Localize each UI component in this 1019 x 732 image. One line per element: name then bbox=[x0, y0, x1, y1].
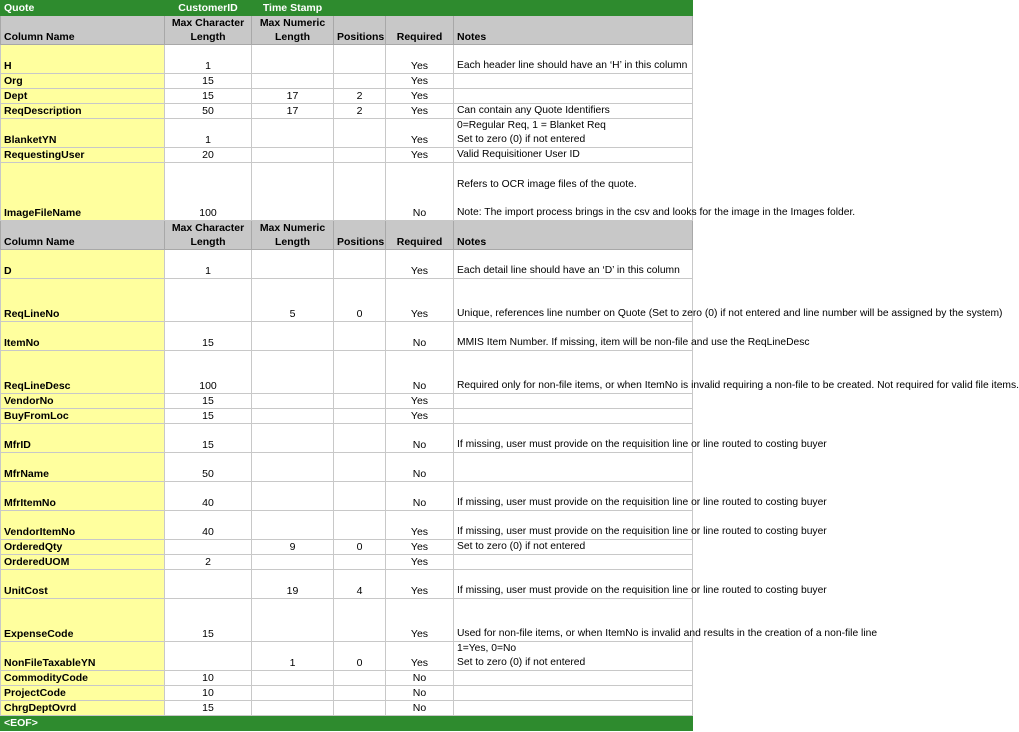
field-name[interactable]: NonFileTaxableYN bbox=[1, 642, 165, 671]
required-flag[interactable]: No bbox=[386, 453, 454, 482]
required-flag[interactable]: Yes bbox=[386, 104, 454, 119]
field-row bbox=[1, 599, 693, 642]
field-row bbox=[1, 511, 693, 540]
field-name[interactable]: MfrID bbox=[1, 424, 165, 453]
notes-cell[interactable]: Each header line should have an ‘H’ in this column bbox=[454, 45, 693, 74]
positions[interactable] bbox=[334, 409, 386, 424]
required-flag[interactable]: Yes bbox=[386, 599, 454, 642]
top-cell-customerid[interactable]: CustomerID bbox=[165, 1, 252, 16]
notes-cell[interactable]: Required only for non-file items, or when ItemNo is invalid requiring a non-file to be created. Not required for valid file items. bbox=[454, 351, 693, 394]
max-character-length[interactable]: 15 bbox=[165, 701, 252, 716]
required-flag[interactable]: No bbox=[386, 701, 454, 716]
positions[interactable] bbox=[334, 351, 386, 394]
required-flag[interactable]: Yes bbox=[386, 45, 454, 74]
max-numeric-length[interactable] bbox=[252, 671, 334, 686]
positions[interactable] bbox=[334, 482, 386, 511]
max-character-length[interactable]: 20 bbox=[165, 148, 252, 163]
field-name[interactable]: OrderedUOM bbox=[1, 555, 165, 570]
max-numeric-length[interactable] bbox=[252, 351, 334, 394]
field-name[interactable]: BlanketYN bbox=[1, 119, 165, 148]
header-max-numeric[interactable]: Max Numeric Length bbox=[252, 16, 334, 45]
header-max-character[interactable]: Max Character Length bbox=[165, 221, 252, 250]
positions[interactable] bbox=[334, 45, 386, 74]
positions[interactable]: 0 bbox=[334, 642, 386, 671]
field-name[interactable]: MfrName bbox=[1, 453, 165, 482]
notes-cell[interactable] bbox=[454, 701, 693, 716]
field-name[interactable]: Org bbox=[1, 74, 165, 89]
field-name[interactable]: ProjectCode bbox=[1, 686, 165, 701]
max-numeric-length[interactable] bbox=[252, 482, 334, 511]
field-name[interactable]: ReqLineDesc bbox=[1, 351, 165, 394]
required-flag[interactable]: Yes bbox=[386, 540, 454, 555]
max-character-length[interactable]: 100 bbox=[165, 163, 252, 221]
eof-empty-cell[interactable] bbox=[334, 716, 386, 731]
positions[interactable] bbox=[334, 701, 386, 716]
max-character-length[interactable]: 15 bbox=[165, 409, 252, 424]
header-max-numeric[interactable]: Max Numeric Length bbox=[252, 221, 334, 250]
field-row bbox=[1, 279, 693, 322]
required-flag[interactable]: No bbox=[386, 686, 454, 701]
notes-cell[interactable] bbox=[454, 555, 693, 570]
max-numeric-length[interactable] bbox=[252, 119, 334, 148]
required-flag[interactable]: No bbox=[386, 482, 454, 511]
max-character-length[interactable]: 1 bbox=[165, 45, 252, 74]
header-max-character[interactable]: Max Character Length bbox=[165, 16, 252, 45]
notes-cell[interactable]: MMIS Item Number. If missing, item will be non-file and use the ReqLineDesc bbox=[454, 322, 693, 351]
max-numeric-length[interactable]: 5 bbox=[252, 279, 334, 322]
field-row bbox=[1, 45, 693, 74]
field-name[interactable]: OrderedQty bbox=[1, 540, 165, 555]
positions[interactable] bbox=[334, 424, 386, 453]
max-character-length[interactable]: 10 bbox=[165, 686, 252, 701]
header-positions[interactable]: Positions bbox=[334, 221, 386, 250]
field-name[interactable]: D bbox=[1, 250, 165, 279]
notes-cell[interactable] bbox=[454, 671, 693, 686]
required-flag[interactable]: Yes bbox=[386, 394, 454, 409]
top-cell-empty[interactable] bbox=[454, 1, 693, 16]
positions[interactable] bbox=[334, 453, 386, 482]
positions[interactable] bbox=[334, 394, 386, 409]
max-numeric-length[interactable] bbox=[252, 163, 334, 221]
max-numeric-length[interactable] bbox=[252, 45, 334, 74]
field-row bbox=[1, 89, 693, 104]
field-row bbox=[1, 74, 693, 89]
positions[interactable] bbox=[334, 511, 386, 540]
positions[interactable]: 0 bbox=[334, 540, 386, 555]
field-row bbox=[1, 453, 693, 482]
positions[interactable]: 0 bbox=[334, 279, 386, 322]
notes-cell[interactable] bbox=[454, 89, 693, 104]
field-name[interactable]: ReqDescription bbox=[1, 104, 165, 119]
positions[interactable] bbox=[334, 74, 386, 89]
field-name[interactable]: VendorNo bbox=[1, 394, 165, 409]
header-required[interactable]: Required bbox=[386, 221, 454, 250]
notes-cell[interactable] bbox=[454, 686, 693, 701]
positions[interactable] bbox=[334, 148, 386, 163]
max-character-length[interactable]: 10 bbox=[165, 671, 252, 686]
positions[interactable] bbox=[334, 555, 386, 570]
notes-cell[interactable] bbox=[454, 453, 693, 482]
required-flag[interactable]: Yes bbox=[386, 642, 454, 671]
required-flag[interactable]: Yes bbox=[386, 89, 454, 104]
max-numeric-length[interactable]: 17 bbox=[252, 104, 334, 119]
max-numeric-length[interactable] bbox=[252, 409, 334, 424]
field-row bbox=[1, 424, 693, 453]
max-character-length[interactable]: 50 bbox=[165, 453, 252, 482]
field-row bbox=[1, 701, 693, 716]
required-flag[interactable]: Yes bbox=[386, 279, 454, 322]
top-cell-empty[interactable] bbox=[334, 1, 386, 16]
header-required[interactable]: Required bbox=[386, 16, 454, 45]
max-character-length[interactable]: 15 bbox=[165, 599, 252, 642]
max-character-length[interactable]: 50 bbox=[165, 104, 252, 119]
notes-cell[interactable] bbox=[454, 74, 693, 89]
max-numeric-length[interactable] bbox=[252, 453, 334, 482]
field-row bbox=[1, 322, 693, 351]
field-row bbox=[1, 119, 693, 148]
required-flag[interactable]: No bbox=[386, 424, 454, 453]
notes-cell[interactable]: If missing, user must provide on the requisition line or line routed to costing buyer bbox=[454, 424, 693, 453]
max-numeric-length[interactable] bbox=[252, 599, 334, 642]
required-flag[interactable]: Yes bbox=[386, 74, 454, 89]
eof-empty-cell[interactable] bbox=[454, 716, 693, 731]
positions[interactable] bbox=[334, 119, 386, 148]
max-numeric-length[interactable] bbox=[252, 322, 334, 351]
required-flag[interactable]: Yes bbox=[386, 119, 454, 148]
field-row bbox=[1, 482, 693, 511]
positions[interactable] bbox=[334, 163, 386, 221]
top-cell-empty[interactable] bbox=[386, 1, 454, 16]
field-name[interactable]: H bbox=[1, 45, 165, 74]
header-notes[interactable]: Notes bbox=[454, 221, 693, 250]
notes-cell[interactable]: 1=Yes, 0=No Set to zero (0) if not entered bbox=[454, 642, 693, 671]
max-numeric-length[interactable] bbox=[252, 394, 334, 409]
max-character-length[interactable]: 1 bbox=[165, 250, 252, 279]
column-header-row bbox=[1, 16, 693, 45]
field-row bbox=[1, 104, 693, 119]
positions[interactable]: 4 bbox=[334, 570, 386, 599]
field-name[interactable]: ExpenseCode bbox=[1, 599, 165, 642]
positions[interactable] bbox=[334, 671, 386, 686]
eof-empty-cell[interactable] bbox=[252, 716, 334, 731]
notes-cell[interactable]: If missing, user must provide on the requisition line or line routed to costing buyer bbox=[454, 570, 693, 599]
field-name[interactable]: BuyFromLoc bbox=[1, 409, 165, 424]
max-character-length[interactable]: 100 bbox=[165, 351, 252, 394]
notes-cell[interactable]: Unique, references line number on Quote (Set to zero (0) if not entered and line number will be assigned by the system) bbox=[454, 279, 693, 322]
positions[interactable]: 2 bbox=[334, 89, 386, 104]
required-flag[interactable]: No bbox=[386, 322, 454, 351]
notes-cell[interactable]: 0=Regular Req, 1 = Blanket Req Set to zero (0) if not entered bbox=[454, 119, 693, 148]
max-numeric-length[interactable] bbox=[252, 74, 334, 89]
header-column-name[interactable]: Column Name bbox=[1, 221, 165, 250]
top-record-bar bbox=[1, 1, 693, 16]
max-numeric-length[interactable]: 17 bbox=[252, 89, 334, 104]
max-character-length[interactable] bbox=[165, 540, 252, 555]
column-header-row bbox=[1, 221, 693, 250]
notes-cell[interactable]: If missing, user must provide on the requisition line or line routed to costing buyer bbox=[454, 511, 693, 540]
header-notes[interactable]: Notes bbox=[454, 16, 693, 45]
max-character-length[interactable]: 2 bbox=[165, 555, 252, 570]
max-character-length[interactable]: 15 bbox=[165, 424, 252, 453]
field-name[interactable]: CommodityCode bbox=[1, 671, 165, 686]
max-character-length[interactable]: 40 bbox=[165, 511, 252, 540]
notes-cell[interactable]: Set to zero (0) if not entered bbox=[454, 540, 693, 555]
eof-empty-cell[interactable] bbox=[165, 716, 252, 731]
max-character-length[interactable]: 15 bbox=[165, 322, 252, 351]
field-name[interactable]: ItemNo bbox=[1, 322, 165, 351]
field-row bbox=[1, 570, 693, 599]
required-flag[interactable]: Yes bbox=[386, 409, 454, 424]
max-numeric-length[interactable] bbox=[252, 701, 334, 716]
field-row bbox=[1, 163, 693, 221]
notes-cell[interactable]: Refers to OCR image files of the quote. Note: The import process brings in the csv and looks for the image in the Images folder. bbox=[454, 163, 693, 221]
required-flag[interactable]: No bbox=[386, 351, 454, 394]
field-row bbox=[1, 250, 693, 279]
eof-row bbox=[1, 716, 693, 731]
field-row bbox=[1, 642, 693, 671]
field-name[interactable]: ChrgDeptOvrd bbox=[1, 701, 165, 716]
field-row bbox=[1, 351, 693, 394]
max-numeric-length[interactable] bbox=[252, 555, 334, 570]
positions[interactable]: 2 bbox=[334, 104, 386, 119]
max-character-length[interactable] bbox=[165, 642, 252, 671]
field-name[interactable]: ImageFileName bbox=[1, 163, 165, 221]
max-numeric-length[interactable]: 9 bbox=[252, 540, 334, 555]
max-character-length[interactable]: 40 bbox=[165, 482, 252, 511]
notes-cell[interactable]: If missing, user must provide on the requisition line or line routed to costing buyer bbox=[454, 482, 693, 511]
top-cell-quote[interactable]: Quote bbox=[1, 1, 165, 16]
notes-cell[interactable]: Valid Requisitioner User ID bbox=[454, 148, 693, 163]
notes-cell[interactable]: Each detail line should have an ‘D’ in this column bbox=[454, 250, 693, 279]
header-positions[interactable]: Positions bbox=[334, 16, 386, 45]
max-character-length[interactable]: 1 bbox=[165, 119, 252, 148]
notes-cell[interactable]: Used for non-file items, or when ItemNo is invalid and results in the creation of a non-file line bbox=[454, 599, 693, 642]
header-column-name[interactable]: Column Name bbox=[1, 16, 165, 45]
max-numeric-length[interactable] bbox=[252, 686, 334, 701]
field-name[interactable]: VendorItemNo bbox=[1, 511, 165, 540]
positions[interactable] bbox=[334, 599, 386, 642]
field-name[interactable]: UnitCost bbox=[1, 570, 165, 599]
top-cell-timestamp[interactable]: Time Stamp bbox=[252, 1, 334, 16]
max-character-length[interactable] bbox=[165, 570, 252, 599]
field-name[interactable]: MfrItemNo bbox=[1, 482, 165, 511]
max-numeric-length[interactable] bbox=[252, 250, 334, 279]
max-numeric-length[interactable] bbox=[252, 424, 334, 453]
field-row bbox=[1, 540, 693, 555]
field-row bbox=[1, 148, 693, 163]
field-name[interactable]: ReqLineNo bbox=[1, 279, 165, 322]
max-numeric-length[interactable] bbox=[252, 511, 334, 540]
field-row bbox=[1, 409, 693, 424]
field-row bbox=[1, 555, 693, 570]
max-numeric-length[interactable]: 19 bbox=[252, 570, 334, 599]
field-name[interactable]: Dept bbox=[1, 89, 165, 104]
required-flag[interactable]: Yes bbox=[386, 148, 454, 163]
max-character-length[interactable] bbox=[165, 279, 252, 322]
field-name[interactable]: RequestingUser bbox=[1, 148, 165, 163]
eof-empty-cell[interactable] bbox=[386, 716, 454, 731]
positions[interactable] bbox=[334, 322, 386, 351]
field-row bbox=[1, 686, 693, 701]
notes-cell[interactable] bbox=[454, 394, 693, 409]
required-flag[interactable]: Yes bbox=[386, 570, 454, 599]
required-flag[interactable]: Yes bbox=[386, 250, 454, 279]
max-character-length[interactable]: 15 bbox=[165, 89, 252, 104]
max-character-length[interactable]: 15 bbox=[165, 74, 252, 89]
positions[interactable] bbox=[334, 686, 386, 701]
max-numeric-length[interactable]: 1 bbox=[252, 642, 334, 671]
field-row bbox=[1, 394, 693, 409]
max-character-length[interactable]: 15 bbox=[165, 394, 252, 409]
notes-cell[interactable]: Can contain any Quote Identifiers bbox=[454, 104, 693, 119]
field-row bbox=[1, 671, 693, 686]
required-flag[interactable]: No bbox=[386, 671, 454, 686]
required-flag[interactable]: No bbox=[386, 163, 454, 221]
eof-marker[interactable]: <EOF> bbox=[1, 716, 165, 731]
positions[interactable] bbox=[334, 250, 386, 279]
notes-cell[interactable] bbox=[454, 409, 693, 424]
required-flag[interactable]: Yes bbox=[386, 555, 454, 570]
required-flag[interactable]: Yes bbox=[386, 511, 454, 540]
max-numeric-length[interactable] bbox=[252, 148, 334, 163]
